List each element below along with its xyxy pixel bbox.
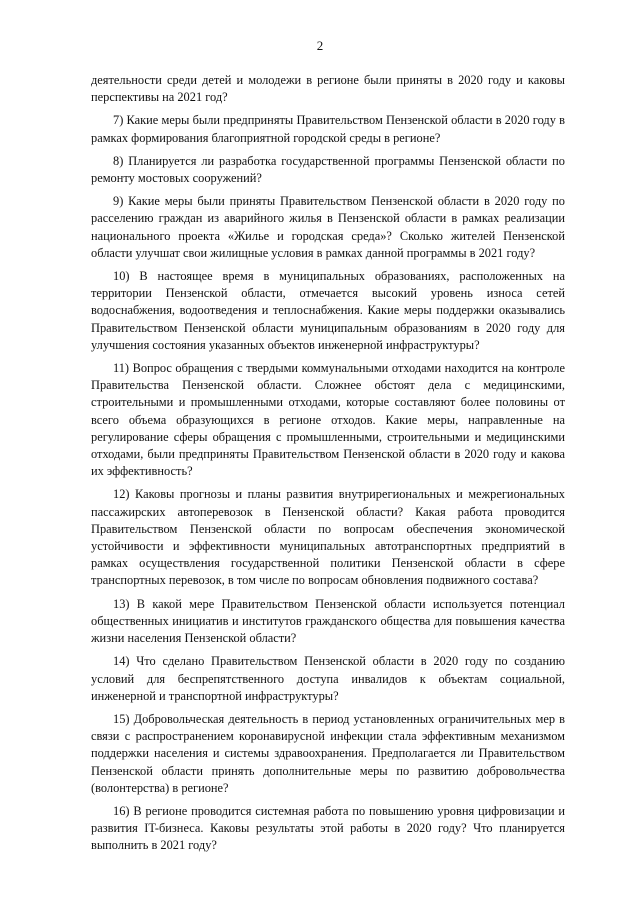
question-9: 9) Какие меры были приняты Правительством Пензенской области в 2020 году по расселению граждан из аварийного жилья в Пензенской области в рамках реализации национального проекта «Жилье и городская среда»? Сколько жителей Пензенской области улучшат свои жилищные условия в рамках данной программы в 2021 году? — [91, 194, 565, 260]
question-15: 15) Добровольческая деятельность в период установленных ограничительных мер в связи с распространением коронавирусной инфекции стала эффективным механизмом поддержки населения и системы здравоохранения. Предполагается ли Правительством Пензенской области принять дополнительные меры по развитию добровольчества (волонтерства) в регионе? — [91, 711, 565, 795]
question-11: 11) Вопрос обращения с твердыми коммунальными отходами находится на контроле Правительства Пензенской области. Сложнее обстоят дела с медицинскими, строительными и промышленными отходами, которые составляют более половины от всего объема образующихся в регионе отходов. Какие меры, направленные на регулирование сферы обращения с промышленными, строительными и медицинскими отходами, были предприняты Правительством Пензенской области в 2020 году и какова их эффективность? — [91, 361, 565, 479]
question-7: 7) Какие меры были предприняты Правительством Пензенской области в 2020 году в рамках формирования благоприятной городской среды в регионе? — [91, 113, 565, 145]
question-12: 12) Каковы прогнозы и планы развития внутрирегиональных и межрегиональных пассажирских автоперевозок в Пензенской области? Какая работа проводится Правительством Пензенской области по вопросам обеспечения экономической устойчивости и эффективности муниципальных автотранспортных предприятий в рамках осуществления государственной политики Пензенской области в сфере транспортных перевозок, в том числе по вопросам обновления подвижного состава? — [91, 487, 565, 588]
question-13: 13) В какой мере Правительством Пензенской области используется потенциал общественных инициатив и институтов гражданского общества для повышения качества жизни населения Пензенской области? — [91, 596, 565, 646]
page-number: 2 — [316, 38, 324, 53]
question-10: 10) В настоящее время в муниципальных образованиях, расположенных на территории Пензенской области, отмечается высокий уровень износа сетей водоснабжения, водоотведения и теплоснабжения. Какие меры поддержки оказывались Правительством Пензенской области муниципальным образованиям в 2020 году для улучшения состояния указанных объектов инженерной инфраструктуры? — [91, 269, 565, 352]
question-16: 16) В регионе проводится системная работа по повышению уровня цифровизации и развития IT-бизнеса. Каковы результаты этой работы в 2020 году? Что планируется выполнить в 2021 году? — [91, 803, 565, 853]
question-14: 14) Что сделано Правительством Пензенской области в 2020 году по созданию условий для беспрепятственного доступа инвалидов к объектам социальной, инженерной и транспортной инфраструктуры? — [91, 654, 565, 703]
paragraph-continuation: деятельности среди детей и молодежи в регионе были приняты в 2020 году и каковы перспективы на 2021 год? — [91, 73, 565, 105]
document-body — [91, 72, 565, 861]
question-8: 8) Планируется ли разработка государственной программы Пензенской области по ремонту мостовых сооружений? — [91, 153, 565, 186]
